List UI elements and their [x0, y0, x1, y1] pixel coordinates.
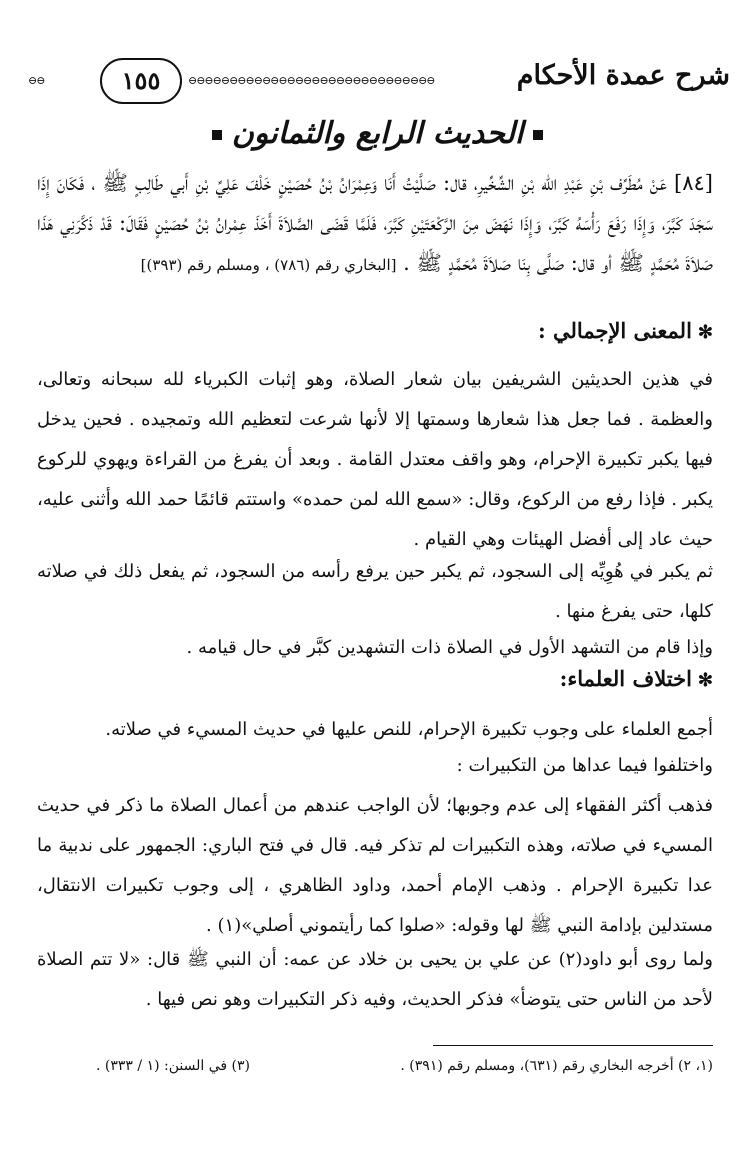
footnote-divider	[433, 1045, 713, 1046]
chapter-title-text: الحديث الرابع والثمانون	[231, 116, 524, 151]
hadith-reference: [البخاري رقم (٧٨٦) ، ومسلم رقم (٣٩٣)]	[140, 256, 397, 274]
square-bullet-icon	[212, 130, 222, 140]
asterisk-icon: ✻	[697, 322, 713, 343]
footnote: (١، ٢) أخرجه البخاري رقم (٦٣١)، ومسلم رقم (٣٩١) .	[400, 1058, 713, 1074]
chapter-title	[0, 116, 755, 151]
section-heading-summary: ✻المعنى الإجمالي :	[537, 318, 713, 343]
book-title: شرح عمدة الأحكام	[516, 60, 730, 91]
paragraph: ولما روى أبو داود(٢) عن علي بن يحيى بن خلاد عن عمه: أن النبي ﷺ قال: «لا تتم الصلاة لأحد من الناس حتى يتوضأ» فذكر الحديث، وفيه ذكر التكبيرات وهو نص فيها .	[37, 949, 714, 1010]
footnote: (٣) في السنن: (١ / ٣٣٣) .	[96, 1058, 250, 1074]
paragraph: أجمع العلماء على وجوب تكبيرة الإحرام، للنص عليها في حديث المسيء في صلاته.	[105, 719, 713, 740]
paragraph: وإذا قام من التشهد الأول في الصلاة ذات التشهدين كبَّر في حال قيامه .	[186, 637, 713, 658]
paragraph: واختلفوا فيما عداها من التكبيرات :	[456, 755, 713, 776]
paragraph: في هذين الحديثين الشريفين بيان شعار الصلاة، وهو إثبات الكبرياء لله سبحانه وتعالى، والعظمة . فما جعل هذا شعارها وسمتها إلا لأنها شرعت لتعظيم الله وتمجيده . فحين يدخل فيها يكبر تكبيرة الإحرام، وهو واقف معتدل القامة . وبعد أن يفرغ من القراءة ويهوي للركوع يكبر . فإذا رفع من الركوع، وقال: «سمع الله لمن حمده» واستتم قائمًا حمد الله وأثنى عليه، حيث عاد إلى أفضل الهيئات وهي القيام .	[37, 369, 713, 550]
header-ornament: ⊖⊖⊖⊖⊖⊖⊖⊖⊖⊖⊖⊖⊖⊖⊖⊖⊖⊖⊖⊖⊖⊖⊖⊖⊖⊖⊖⊖⊖⊖	[188, 74, 435, 87]
page-header	[28, 58, 730, 108]
header-ornament-left: ⊖⊖	[28, 74, 45, 87]
square-bullet-icon	[533, 130, 543, 140]
hadith-body: [٨٤] عَنْ مُطَرِّف بْنِ عَبْدِ الله بْنِ الشِّخِّيرِ، قال: صَلَّيْتُ أَنَا وَعِمْرَانُ بْنُ حُصَيْنٍ خَلْفَ عَلِيِّ بْنِ أَبي طَالِبٍ ﷺ ، فَكَانَ إِذَا سَجَدَ كَبَّرَ، وَإِذَا رَفَعَ رَأْسَهُ كَبَّرَ، وَإِذَا نَهَضَ مِنَ الرَّكْعَتَيْنِ كَبَّرَ، فَلَمَّا قَضَى الصَّلاَةَ أَخَذَ عِمْرانُ بْنُ حُصَيْنٍ فَقَالَ: قَدْ ذَكَّرَنِي هَذَا صَلاَةَ مُحَمَّدٍ ﷺ أو قال: صَلَّى بِنَا صَلاَةَ مُحَمَّدٍ ﷺ .	[37, 171, 713, 275]
asterisk-icon: ✻	[697, 670, 713, 691]
hadith-text	[37, 163, 713, 285]
section-heading-disagreement: ✻اختلاف العلماء:	[559, 666, 713, 691]
page-number: ١٥٥	[100, 58, 182, 104]
paragraph: فذهب أكثر الفقهاء إلى عدم وجوبها؛ لأن الواجب عندهم من أعمال الصلاة ما ذكر في حديث المسيء في صلاته، وهذه التكبيرات لم تذكر فيه. قال في فتح الباري: الجمهور على ندبية ما عدا تكبيرة الإحرام . وذهب الإمام أحمد، وداود الظاهري ، إلى وجوب تكبيرات الانتقال، مستدلين بإدامة النبي ﷺ لها وقوله: «صلوا كما رأيتموني أصلي»(١) .	[37, 795, 713, 936]
paragraph: ثم يكبر في هُوِيِّه إلى السجود، ثم يكبر حين يرفع رأسه من السجود، ثم يفعل ذلك في صلاته كلها، حتى يفرغ منها .	[37, 561, 713, 622]
